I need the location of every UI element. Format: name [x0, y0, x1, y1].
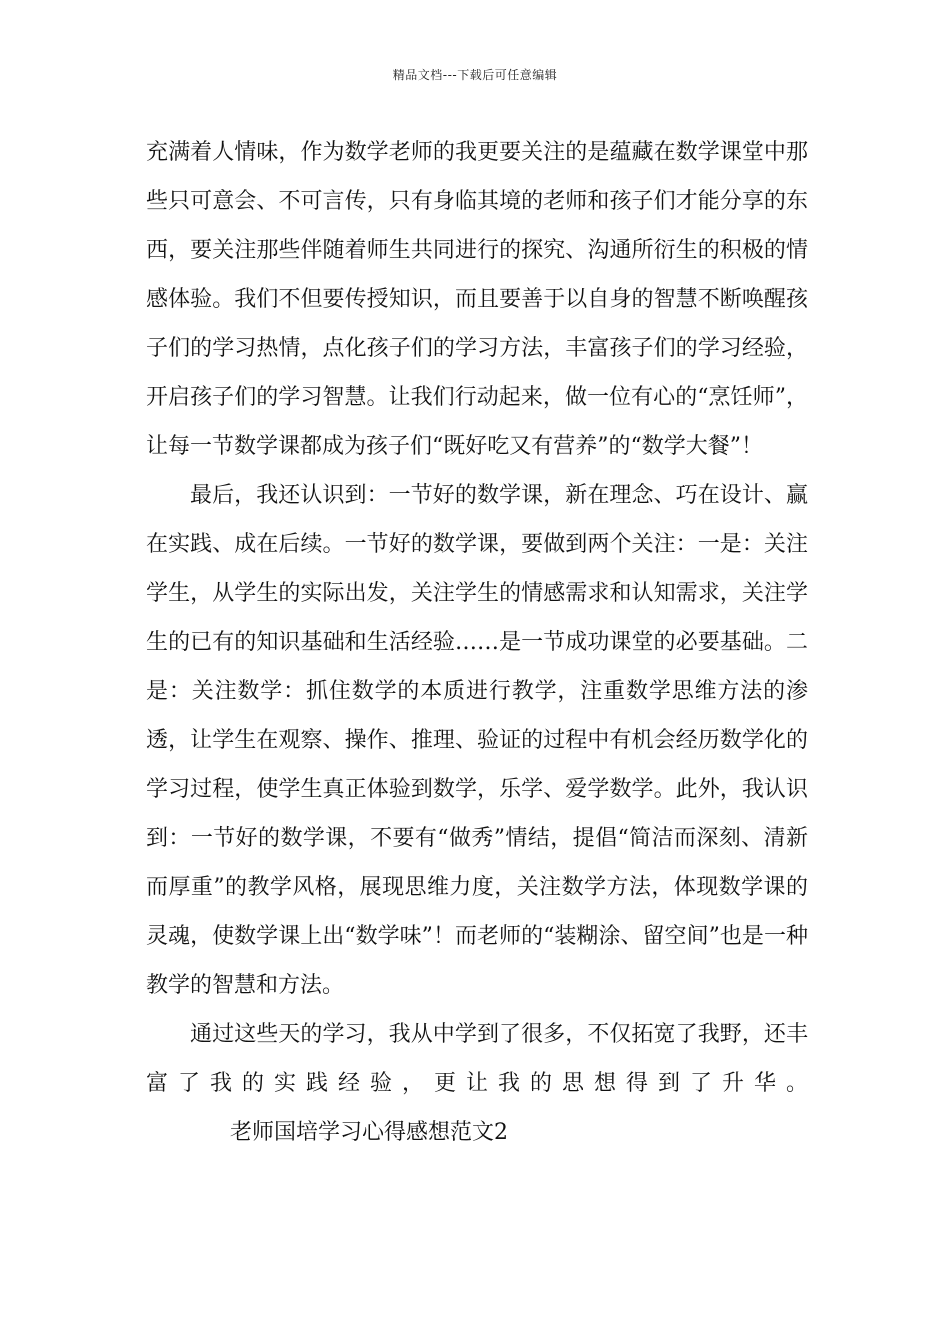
paragraph-2: 最后，我还认识到：一节好的数学课，新在理念、巧在设计、赢在实践、成在后续。一节好的数学课，要做到两个关注：一是：关注学生，从学生的实际出发，关注学生的情感需求和认知需求，关注学生的已有的知识基础和生活经验……是一节成功课堂的必要基础。二是：关注数学：抓住数学的本质进行教学，注重数学思维方法的渗透，让学生在观察、操作、推理、验证的过程中有机会经历数学化的学习过程，使学生真正体验到数学，乐学、爱学数学。此外，我认识到：一节好的数学课，不要有“做秀”情结，提倡“简洁而深刻、清新而厚重”的教学风格，展现思维力度，关注数学方法，体现数学课的灵魂，使数学课上出“数学味”！而老师的“装糊涂、留空间”也是一种教学的智慧和方法。	[146, 483, 808, 998]
page-header: 精品文档---下载后可任意编辑	[392, 68, 558, 82]
paragraph-3-text: 通过这些天的学习，我从中学到了很多，不仅拓宽了我野，还丰富了我的实践经验，更让我的思想得到了升华。	[146, 1022, 808, 1096]
paragraph-3	[146, 1010, 808, 1157]
paragraph-1: 充满着人情味，作为数学老师的我更要关注的是蕴藏在数学课堂中那些只可意会、不可言传，只有身临其境的老师和孩子们才能分享的东西，要关注那些伴随着师生共同进行的探究、沟通所衍生的积极的情感体验。我们不但要传授知识，而且要善于以自身的智慧不断唤醒孩子们的学习热情，点化孩子们的学习方法，丰富孩子们的学习经验，开启孩子们的学习智慧。让我们行动起来，做一位有心的“烹饪师”，让每一节数学课都成为孩子们“既好吃又有营养”的“数学大餐”！	[146, 140, 808, 459]
next-section-title: 老师国培学习心得感想范文2	[230, 1120, 508, 1145]
document-body	[146, 128, 808, 1157]
